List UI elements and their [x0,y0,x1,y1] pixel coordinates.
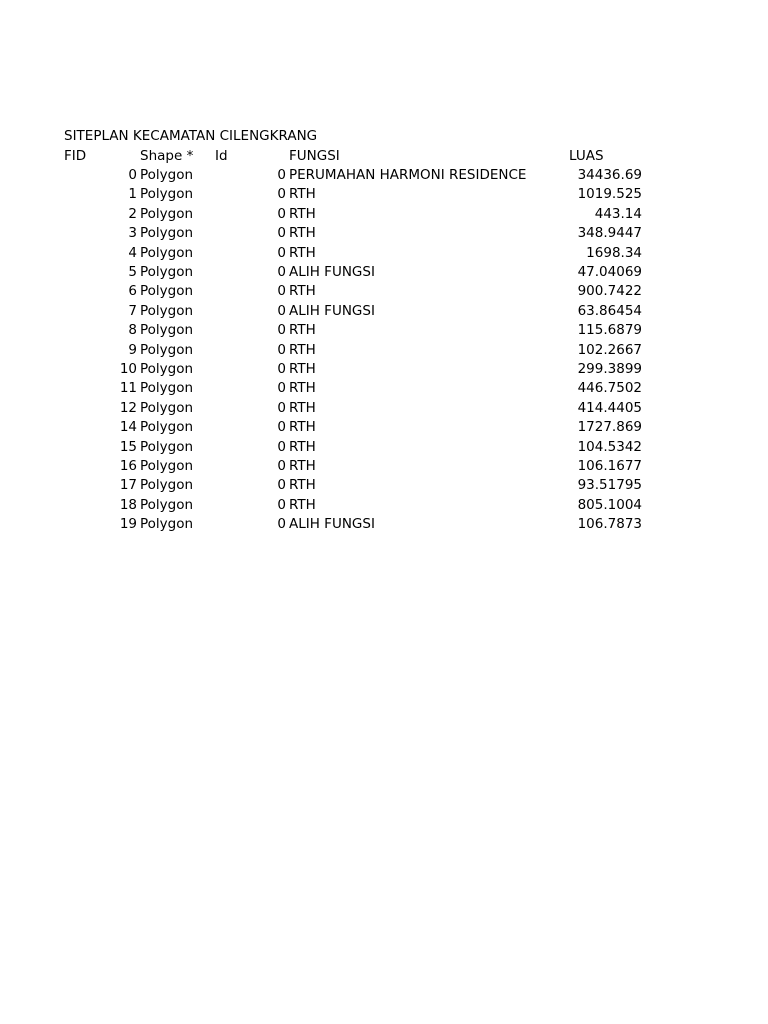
cell-id: 0 [277,167,286,183]
cell-shape: Polygon [140,264,194,280]
header-luas: LUAS [569,148,604,164]
cell-luas: 34436.69 [577,167,642,183]
cell-luas: 93.51795 [577,477,642,494]
cell-shape: Polygon [140,167,194,183]
cell-id: 0 [277,496,286,513]
cell-id: 0 [277,477,286,494]
header-fungsi: FUNGSI [289,148,340,164]
table-row [0,399,768,418]
cell-fid: 12 [119,399,137,416]
table-row [0,205,768,224]
cell-fungsi: RTH [289,380,316,397]
cell-shape: Polygon [140,186,194,203]
table-row [0,263,768,282]
cell-fungsi: ALIH FUNGSI [289,264,375,280]
cell-luas: 805.1004 [577,496,642,513]
cell-id: 0 [277,458,286,474]
cell-fungsi: PERUMAHAN HARMONI RESIDENCE [289,167,527,183]
table-row [0,244,768,263]
cell-luas: 446.7502 [577,380,642,397]
cell-shape: Polygon [140,302,194,319]
table-row [0,302,768,321]
cell-shape: Polygon [140,361,194,377]
cell-fid: 6 [128,283,137,300]
cell-fungsi: RTH [289,399,316,416]
cell-shape: Polygon [140,205,194,222]
table-row [0,379,768,398]
cell-id: 0 [277,205,286,222]
cell-fid: 3 [128,225,137,242]
cell-luas: 106.1677 [577,458,642,474]
cell-luas: 104.5342 [577,438,642,455]
cell-id: 0 [277,341,286,358]
cell-shape: Polygon [140,283,194,300]
cell-luas: 348.9447 [577,225,642,242]
cell-fungsi: ALIH FUNGSI [289,302,375,319]
document-title: SITEPLAN KECAMATAN CILENGKRANG [64,128,318,144]
table-row [0,418,768,437]
cell-fungsi: RTH [289,419,316,436]
cell-shape: Polygon [140,244,194,261]
cell-fungsi: RTH [289,205,316,222]
cell-id: 0 [277,186,286,203]
cell-id: 0 [277,283,286,300]
table-row [0,496,768,515]
cell-id: 0 [277,380,286,397]
cell-luas: 1019.525 [577,186,642,203]
cell-luas: 1727.869 [577,419,642,436]
table-row [0,321,768,340]
cell-fid: 11 [119,380,137,397]
cell-shape: Polygon [140,516,194,533]
cell-luas: 63.86454 [577,302,642,319]
cell-id: 0 [277,244,286,261]
header-id: Id [215,148,228,164]
table-row [0,360,768,379]
cell-fungsi: RTH [289,361,316,377]
cell-fid: 10 [119,361,137,377]
cell-fid: 19 [119,516,137,533]
cell-fid: 14 [119,419,137,436]
table-row [0,476,768,495]
cell-fungsi: RTH [289,186,316,203]
cell-fungsi: RTH [289,458,316,474]
cell-luas: 1698.34 [586,244,642,261]
cell-fid: 16 [119,458,137,474]
table-row [0,282,768,301]
table-row [0,515,768,534]
cell-id: 0 [277,361,286,377]
cell-id: 0 [277,302,286,319]
cell-shape: Polygon [140,341,194,358]
cell-id: 0 [277,264,286,280]
cell-fid: 15 [119,438,137,455]
cell-luas: 299.3899 [577,361,642,377]
cell-shape: Polygon [140,419,194,436]
table-row [0,185,768,204]
cell-fid: 0 [128,167,137,183]
cell-shape: Polygon [140,458,194,474]
cell-shape: Polygon [140,322,194,339]
cell-luas: 443.14 [594,205,642,222]
cell-fid: 4 [128,244,137,261]
cell-luas: 106.7873 [577,516,642,533]
cell-id: 0 [277,419,286,436]
cell-fungsi: RTH [289,322,316,339]
cell-fid: 9 [128,341,137,358]
cell-fid: 17 [119,477,137,494]
cell-luas: 414.4405 [577,399,642,416]
table-row [0,438,768,457]
cell-id: 0 [277,399,286,416]
cell-fungsi: RTH [289,341,316,358]
table-row [0,224,768,243]
cell-fid: 7 [128,302,137,319]
table-row [0,457,768,476]
cell-fungsi: RTH [289,477,316,494]
cell-luas: 47.04069 [577,264,642,280]
cell-fungsi: RTH [289,496,316,513]
cell-shape: Polygon [140,477,194,494]
cell-fid: 5 [128,264,137,280]
cell-luas: 900.7422 [577,283,642,300]
table-row [0,166,768,185]
cell-shape: Polygon [140,496,194,513]
cell-shape: Polygon [140,438,194,455]
table-row [0,341,768,360]
cell-fid: 8 [128,322,137,339]
cell-shape: Polygon [140,399,194,416]
cell-fungsi: RTH [289,225,316,242]
cell-fungsi: RTH [289,283,316,300]
cell-shape: Polygon [140,380,194,397]
cell-fid: 1 [128,186,137,203]
cell-id: 0 [277,225,286,242]
cell-luas: 115.6879 [577,322,642,339]
table-header-row [0,147,768,166]
cell-fungsi: RTH [289,438,316,455]
cell-id: 0 [277,516,286,533]
header-shape: Shape * [140,148,194,164]
cell-fid: 18 [119,496,137,513]
cell-fungsi: ALIH FUNGSI [289,516,375,533]
cell-fid: 2 [128,205,137,222]
cell-shape: Polygon [140,225,194,242]
cell-fungsi: RTH [289,244,316,261]
cell-id: 0 [277,322,286,339]
cell-luas: 102.2667 [577,341,642,358]
header-fid: FID [64,148,87,164]
cell-id: 0 [277,438,286,455]
